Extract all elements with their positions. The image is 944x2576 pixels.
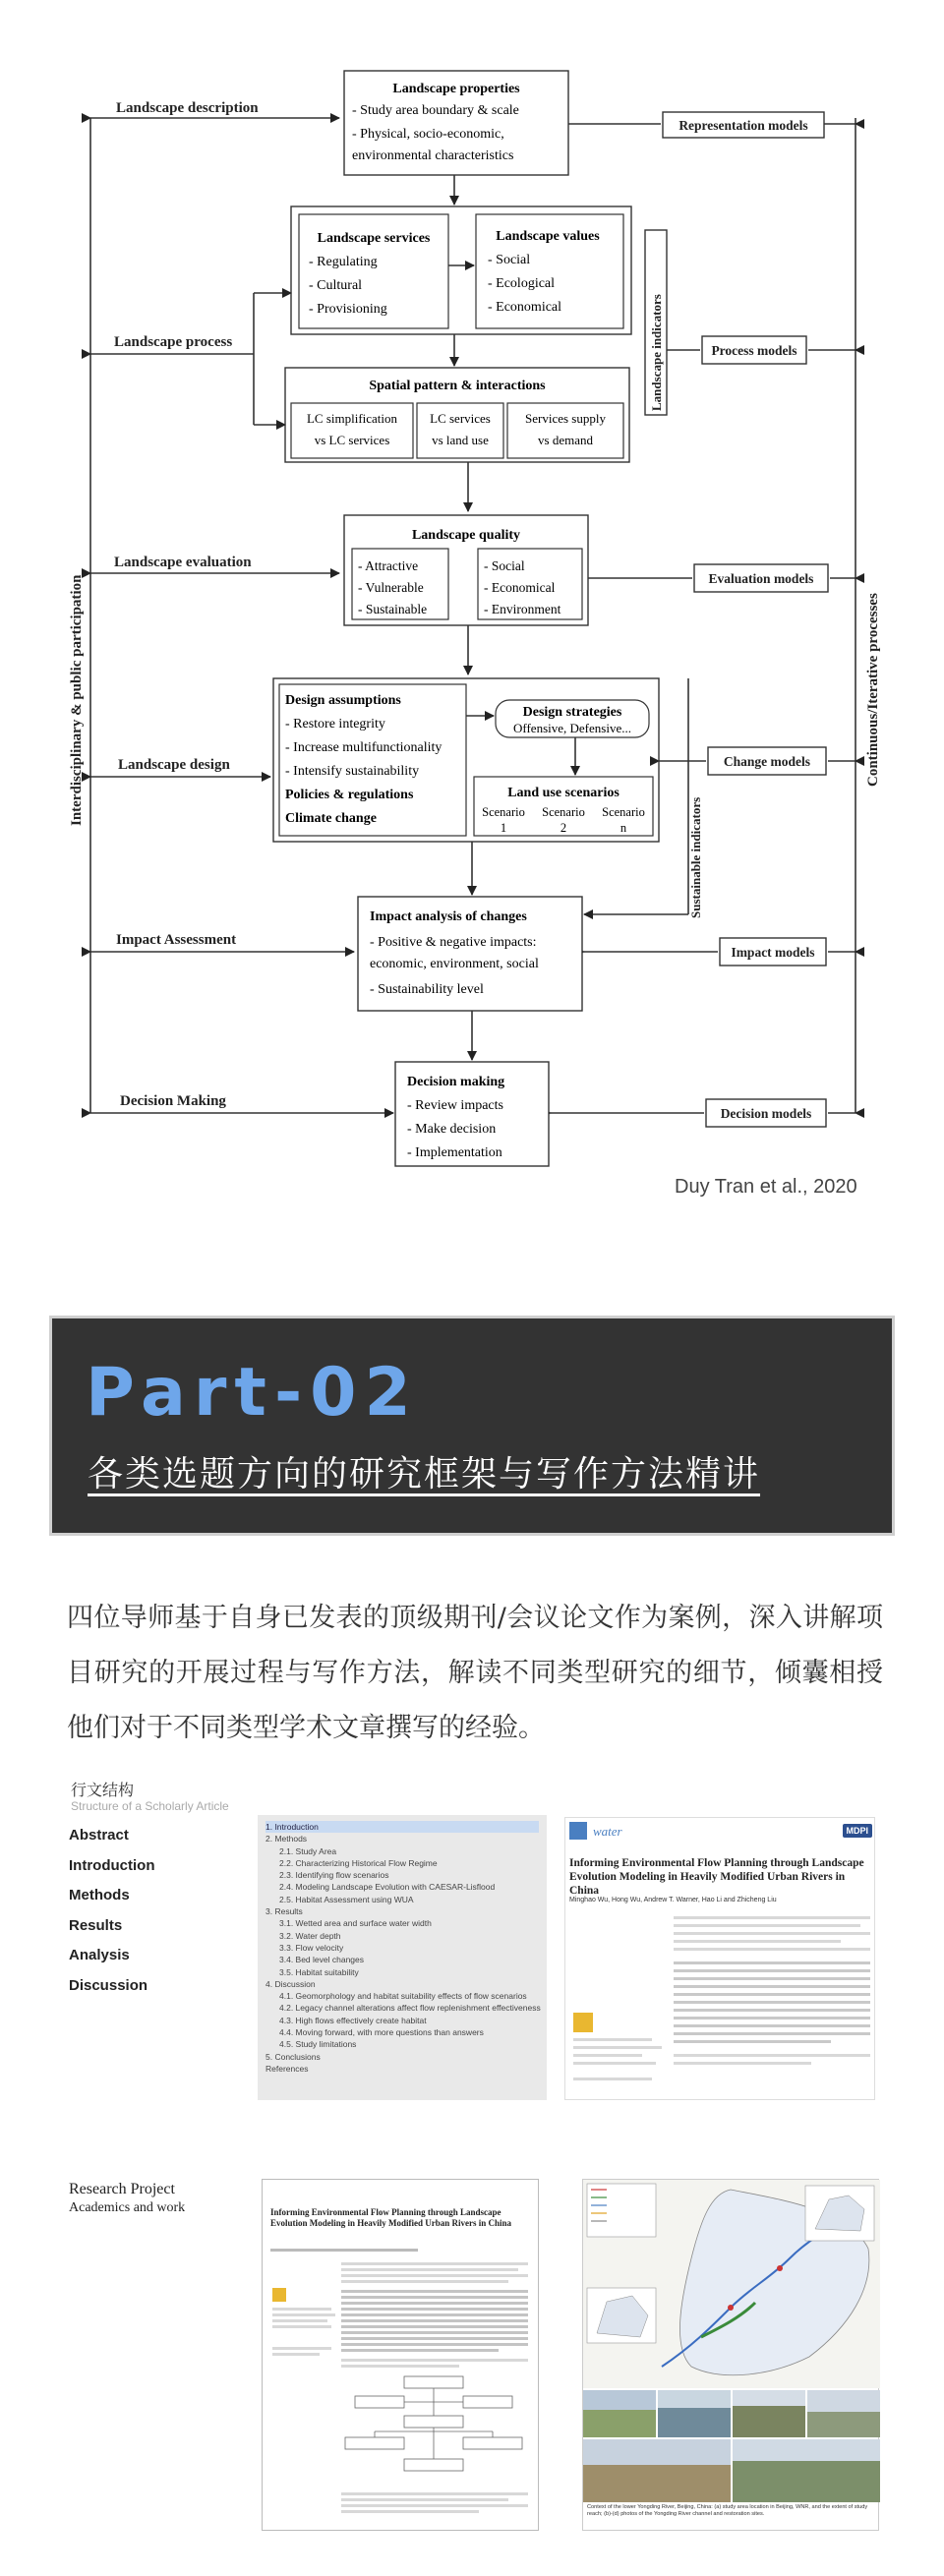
text-line [341,2510,479,2513]
text-line [272,2347,331,2350]
toc-item: 3. Results [266,1906,303,1917]
text-line [341,2308,528,2311]
toc-item: 4.1. Geomorphology and habitat suitability effects of flow scenarios [279,1991,527,2002]
article-page-preview [262,2179,539,2531]
text-line [341,2337,528,2340]
study-area-map [583,2180,880,2504]
label-landscape-design: Landscape design [118,757,230,773]
text-line [341,2262,528,2265]
impact-title: Impact analysis of changes [370,909,527,924]
intro-paragraph: 四位导师基于自身已发表的顶级期刊/会议论文作为案例，深入讲解项目研究的开展过程与写作方法，解读不同类型研究的细节，倾囊相授他们对于不同类型学术文章撰写的经验。 [67,1603,883,1743]
label-impact-assessment: Impact Assessment [116,932,237,948]
banner-title: Part-02 [86,1354,419,1432]
map-caption: Context of the lower Yongding River, Beijing, China: (a) study area location in Beijing, WNR, and the extent of study reach; (b)-(d) photos of the Yongding River channel and restoration sites. [587,2504,868,2517]
properties-line1: - Study area boundary & scale [352,103,519,118]
spatial-box2-line: LC services [430,411,491,426]
article-preview [564,1817,875,2100]
scenarios-title: Land use scenarios [507,786,620,800]
values-item: - Economical [488,300,562,315]
scenario-label: Scenario [602,805,645,819]
text-line [272,2319,327,2322]
structure-item: Analysis [69,1947,130,1963]
label-interdisciplinary: Interdisciplinary & public participation [69,574,85,826]
text-line [674,2040,831,2043]
toc-item: 1. Introduction [266,1821,539,1833]
scenario-label: Scenario [482,805,525,819]
spatial-box2-line: vs land use [432,433,489,447]
label-continuous-iterative: Continuous/Iterative processes [865,593,881,787]
text-line [272,2313,335,2316]
open-access-icon [573,2013,593,2032]
structure-subtitle: Structure of a Scholarly Article [71,1799,229,1813]
text-line [341,2343,528,2346]
toc-item: 3.2. Water depth [279,1930,341,1941]
text-line [573,2054,642,2057]
text-line [341,2268,518,2271]
properties-title: Landscape properties [392,82,520,96]
toc-item: 2.1. Study Area [279,1845,337,1856]
toc-item: 3.1. Wetted area and surface water width [279,1918,432,1929]
toc-item: 2.4. Modeling Landscape Evolution with CAESAR-Lisflood [279,1882,496,1893]
scenario-label: Scenario [542,805,585,819]
text-line [341,2319,528,2322]
structure-list [69,1821,154,2001]
quality-left-item: - Sustainable [358,602,428,616]
mini-flowchart [335,2372,532,2481]
citation: Duy Tran et al., 2020 [675,1176,857,1198]
text-line [573,2078,652,2080]
text-line [674,2024,870,2027]
text-line [674,2001,870,2004]
text-line [573,2038,652,2041]
text-line [573,2046,662,2049]
structure-item: Abstract [69,1827,129,1844]
text-line [341,2504,528,2507]
impact-line3: - Sustainability level [370,982,484,997]
scenario-number: 1 [500,821,507,835]
decision-models: Decision models [720,1106,812,1121]
toc-item: 2.5. Habitat Assessment using WUA [279,1894,414,1904]
landscape-framework-diagram [0,0,944,1160]
text-line [573,2062,656,2065]
text-line [674,1916,870,1919]
label-landscape-description: Landscape description [116,100,259,116]
services-item: - Cultural [309,278,363,293]
structure-item: Results [69,1916,123,1934]
toc-item: 2.3. Identifying flow scenarios [279,1870,389,1881]
spatial-box3-line: Services supply [525,411,606,426]
text-line [674,1948,870,1951]
toc-item: 3.4. Bed level changes [279,1955,365,1965]
label-landscape-indicators: Landscape indicators [649,294,664,411]
banner-subtitle: 各类选题方向的研究框架与写作方法精讲 [88,1454,761,1494]
part-banner [49,1316,895,1536]
structure-item: Discussion [69,1976,148,1994]
text-line [270,2249,418,2252]
text-line [341,2313,528,2316]
text-line [674,1993,870,1996]
design-policies: Policies & regulations [285,788,414,802]
impact-line1: - Positive & negative impacts: [370,935,537,950]
toc-item: 4.4. Moving forward, with more questions than answers [279,2027,484,2038]
text-line [674,2032,870,2035]
quality-right-item: - Environment [484,602,561,616]
structure-item: Introduction [69,1856,155,1874]
impact-models: Impact models [731,945,815,960]
decision-item: - Review impacts [407,1098,503,1113]
toc-item: 3.5. Habitat suitability [279,1966,359,1977]
toc-item: 4.5. Study limitations [279,2039,357,2050]
text-line [341,2325,528,2328]
text-line [674,1924,860,1927]
article-authors: Minghao Wu, Hong Wu, Andrew T. Warner, Hao Li and Zhicheng Liu [569,1897,777,1903]
text-line [341,2359,528,2362]
text-line [341,2290,528,2293]
text-line [341,2274,528,2277]
water-journal-logo-icon [569,1822,587,1840]
text-line [272,2308,331,2311]
text-line [341,2365,459,2368]
decision-item: - Implementation [407,1145,502,1160]
values-title: Landscape values [496,229,600,244]
research-project-subtitle: Academics and work [69,2200,186,2215]
text-line [341,2302,528,2305]
design-title: Design assumptions [285,693,401,708]
journal-name: water [593,1824,622,1839]
toc-item: 4.3. High flows effectively create habitat [279,2015,427,2025]
quality-title: Landscape quality [411,528,521,543]
toc-item: 4.2. Legacy channel alterations affect flow replenishment effectiveness [279,2003,541,2014]
scenario-number: n [620,821,627,835]
quality-left-item: - Vulnerable [358,580,424,595]
strategies-title: Design strategies [522,705,622,720]
quality-left-item: - Attractive [358,558,419,573]
decision-item: - Make decision [407,1122,497,1137]
toc-item: References [266,2063,309,2074]
text-line [341,2296,528,2299]
toc-item: 3.3. Flow velocity [279,1942,344,1953]
article-title: Informing Environmental Flow Planning through Landscape Evolution Modeling in Heavily Modified Urban Rivers in China [569,1857,864,1897]
text-line [674,2054,870,2057]
table-of-contents [258,1815,547,2100]
impact-line2: economic, environment, social [370,957,539,971]
structure-title: 行文结构 [71,1781,135,1799]
label-sustainable-indicators: Sustainable indicators [688,796,703,918]
label-landscape-process: Landscape process [114,334,233,350]
values-item: - Ecological [488,276,556,291]
services-item: - Regulating [309,255,378,269]
article-title: Informing Environmental Flow Planning through Landscape Evolution Modeling in Heavily Modified Urban Rivers in China [270,2207,512,2228]
spatial-box1-line: LC simplification [306,411,398,426]
process-models: Process models [711,343,797,358]
text-line [674,2009,870,2012]
spatial-box3-line: vs demand [538,433,593,447]
values-item: - Social [488,253,531,267]
quality-right-item: - Social [484,558,525,573]
text-line [341,2492,528,2495]
text-line [674,2062,811,2065]
text-line [674,1932,870,1935]
change-models: Change models [723,754,811,769]
toc-item: 4. Discussion [266,1978,316,1989]
text-line [341,2349,499,2352]
services-item: - Provisioning [309,302,387,317]
text-line [272,2353,320,2356]
properties-line2: - Physical, socio-economic, [352,127,504,142]
structure-item: Methods [69,1887,130,1903]
text-line [674,2017,870,2020]
text-line [674,1985,870,1988]
text-line [341,2280,508,2283]
text-line [674,1969,870,1972]
text-line [674,1977,870,1980]
research-project-title: Research Project [69,2181,175,2197]
text-line [341,2331,528,2334]
mdpi-logo: MDPI [843,1824,873,1838]
article-header [569,1822,872,1842]
toc-item: 2.2. Characterizing Historical Flow Regime [279,1857,438,1868]
strategies-text: Offensive, Defensive... [513,721,631,735]
text-line [272,2325,331,2328]
toc-item: 2. Methods [266,1834,308,1844]
design-item: - Increase multifunctionality [285,740,442,755]
representation-models: Representation models [678,118,808,133]
spatial-title: Spatial pattern & interactions [369,379,546,393]
evaluation-models: Evaluation models [708,571,814,586]
label-decision-making: Decision Making [120,1093,226,1109]
study-area-figure [582,2179,879,2531]
text-line [674,1940,841,1943]
label-landscape-evaluation: Landscape evaluation [114,555,252,570]
design-climate: Climate change [285,811,377,826]
design-item: - Intensify sustainability [285,764,420,779]
decision-title: Decision making [407,1075,505,1089]
open-access-icon [272,2288,286,2302]
toc-item: 5. Conclusions [266,2051,321,2062]
scenario-number: 2 [560,821,567,835]
text-line [341,2498,508,2501]
text-line [674,1961,870,1964]
spatial-box1-line: vs LC services [314,433,390,447]
quality-right-item: - Economical [484,580,556,595]
design-item: - Restore integrity [285,717,385,732]
properties-line3: environmental characteristics [352,148,514,163]
services-title: Landscape services [317,231,431,246]
